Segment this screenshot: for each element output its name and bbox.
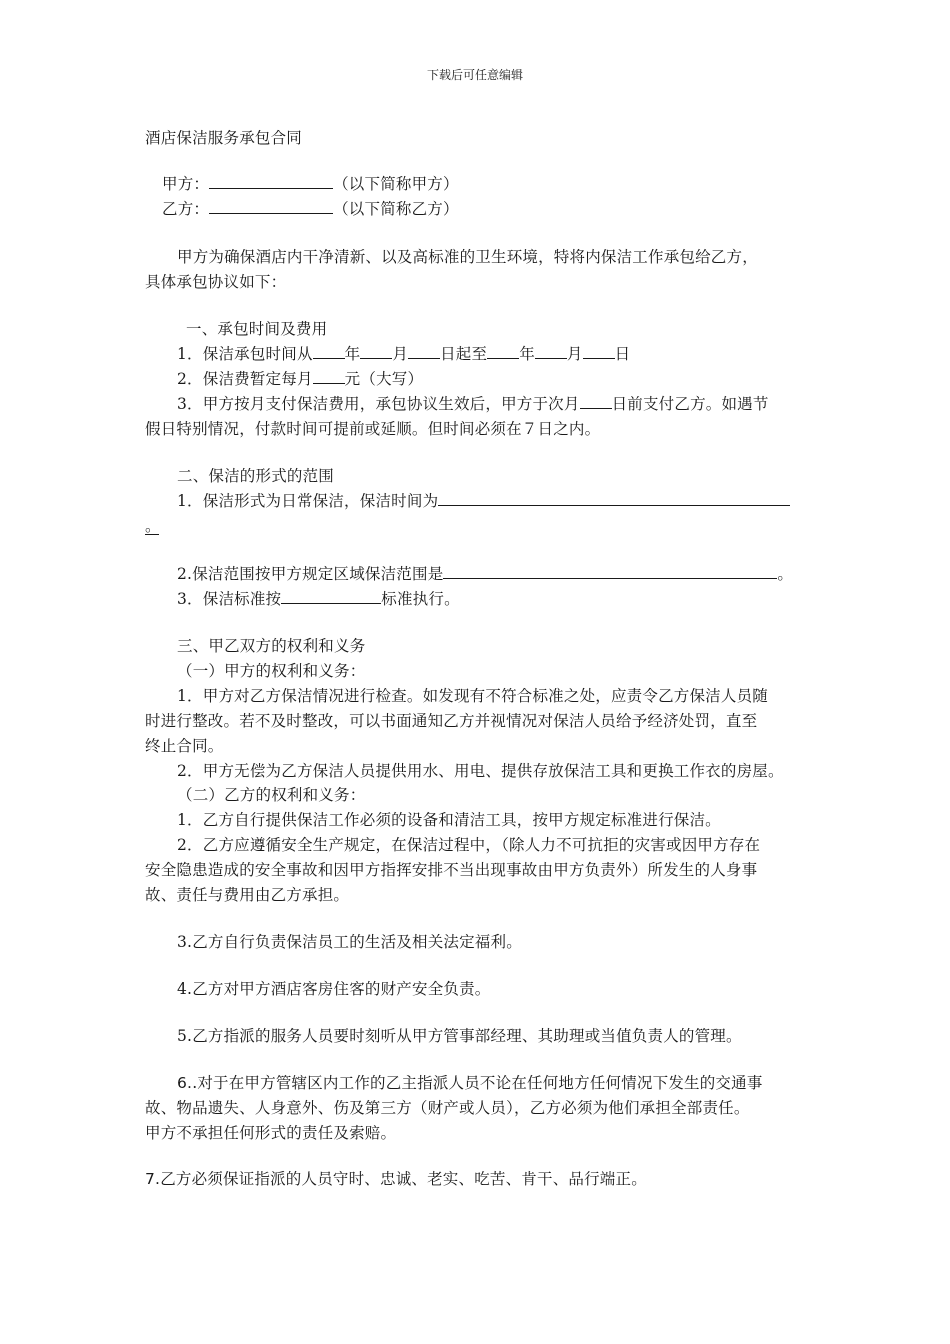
cleaning-scope-blank xyxy=(443,562,777,579)
cleaning-time-blank xyxy=(438,489,790,506)
party-a-line xyxy=(162,172,459,196)
month-blank xyxy=(535,342,567,359)
section3-b4: 4.乙方对甲方酒店客房住客的财产安全负责。 xyxy=(177,980,491,998)
contract-title: 酒店保洁服务承包合同 xyxy=(145,129,303,147)
section1-item3 xyxy=(177,392,769,416)
section3-b6-line1 xyxy=(177,1071,763,1095)
section3-heading: 三、甲乙双方的权利和义务 xyxy=(177,637,366,655)
item-text: 1．保洁形式为日常保洁，保洁时间为 xyxy=(177,492,439,510)
standard-blank xyxy=(281,587,381,604)
item-text: 。 xyxy=(777,565,794,583)
day-blank xyxy=(408,342,440,359)
item-text: 。 xyxy=(145,517,161,535)
item-number: 7. xyxy=(145,1170,161,1188)
section3-b6-line3: 甲方不承担任何形式的责任及索赔。 xyxy=(145,1124,397,1142)
section2-item3 xyxy=(177,587,460,611)
party-a-note: （以下简称甲方） xyxy=(333,175,459,193)
section1-item3-line2: 假日特别情况，付款时间可提前或延顺。但时间必须在７日之内。 xyxy=(145,420,601,438)
section3-b7 xyxy=(145,1167,647,1191)
section3-b2-line1: 2．乙方应遵循安全生产规定，在保洁过程中，（除人力不可抗拒的灾害或因甲方存在 xyxy=(177,836,761,854)
party-a-label: 甲方： xyxy=(162,175,210,193)
section2-heading: 二、保洁的形式的范围 xyxy=(177,467,335,485)
item-text: 日前支付乙方。如遇节 xyxy=(611,395,769,413)
section2-item2 xyxy=(177,562,793,586)
section3-b5: 5.乙方指派的服务人员要时刻听从甲方管事部经理、其助理或当值负责人的管理。 xyxy=(177,1027,742,1045)
item-text: 年 xyxy=(344,345,361,363)
section3-b6-line2: 故、物品遗失、人身意外、伤及第三方（财产或人员），乙方必须为他们承担全部责任。 xyxy=(145,1099,750,1117)
item-text: 标准执行。 xyxy=(381,590,460,608)
item-text: .对于在甲方管辖区内工作的乙主指派人员不论在任何地方任何情况下发生的交通事 xyxy=(192,1074,763,1092)
item-text: 月 xyxy=(566,345,583,363)
item-text: 日 xyxy=(614,345,631,363)
section3-a1-line1: 1．甲方对乙方保洁情况进行检查。如发现有不符合标准之处，应责令乙方保洁人员随 xyxy=(177,687,768,705)
item-text: 1．保洁承包时间从 xyxy=(177,345,313,363)
section1-heading: 一、承包时间及费用 xyxy=(186,320,328,338)
item-text: 年 xyxy=(519,345,535,363)
amount-blank xyxy=(313,367,345,384)
payday-blank xyxy=(580,392,612,409)
section3-b3: 3.乙方自行负责保洁员工的生活及相关法定福利。 xyxy=(177,933,522,951)
item-text: 月 xyxy=(392,345,409,363)
item-text: 3．甲方按月支付保洁费用，承包协议生效后，甲方于次月 xyxy=(177,395,580,413)
item-text: 3．保洁标准按 xyxy=(177,590,282,608)
year-blank xyxy=(487,342,519,359)
party-a-blank xyxy=(209,172,333,189)
party-b-label: 乙方： xyxy=(162,200,210,218)
year-blank xyxy=(313,342,345,359)
item-text: 2.保洁范围按甲方规定区域保洁范围是 xyxy=(177,565,444,583)
day-blank xyxy=(583,342,615,359)
section3-b1: 1．乙方自行提供保洁工作必须的设备和清洁工具，按甲方规定标准进行保洁。 xyxy=(177,811,721,829)
item-text: 乙方必须保证指派的人员守时、忠诚、老实、吃苦、肯干、品行端正。 xyxy=(160,1170,647,1188)
party-b-note: （以下简称乙方） xyxy=(333,200,459,218)
section3-b2-line3: 故、责任与费用由乙方承担。 xyxy=(145,886,350,904)
section3-a1-line2: 时进行整改。若不及时整改，可以书面通知乙方并视情况对保洁人员给予经济处罚，直至 xyxy=(145,712,758,730)
section3-sub1: （一）甲方的权利和义务： xyxy=(177,662,366,680)
section3-sub2: （二）乙方的权利和义务： xyxy=(177,786,366,804)
section1-item2 xyxy=(177,367,423,391)
month-blank xyxy=(360,342,392,359)
party-b-line xyxy=(162,197,459,221)
intro-line-1: 甲方为确保酒店内干净清新、以及高标准的卫生环境，特将内保洁工作承包给乙方， xyxy=(177,248,758,266)
item-text: 日起至 xyxy=(440,345,488,363)
intro-line-2: 具体承包协议如下： xyxy=(145,273,287,291)
section3-a2: 2．甲方无偿为乙方保洁人员提供用水、用电、提供存放保洁工具和更换工作衣的房屋。 xyxy=(177,762,784,780)
section3-b2-line2: 安全隐患造成的安全事故和因甲方指挥安排不当出现事故由甲方负责外）所发生的人身事 xyxy=(145,861,758,879)
page-header: 下载后可任意编辑 xyxy=(426,68,523,82)
section2-item1 xyxy=(177,489,790,513)
item-number: 6. xyxy=(177,1074,193,1092)
item-text: 元（大写） xyxy=(344,370,424,388)
item-text: 2．保洁费暂定每月 xyxy=(177,370,313,388)
section2-item1-end xyxy=(145,514,159,538)
section1-item1 xyxy=(177,342,630,366)
party-b-blank xyxy=(209,197,333,214)
section3-a1-line3: 终止合同。 xyxy=(145,737,224,755)
